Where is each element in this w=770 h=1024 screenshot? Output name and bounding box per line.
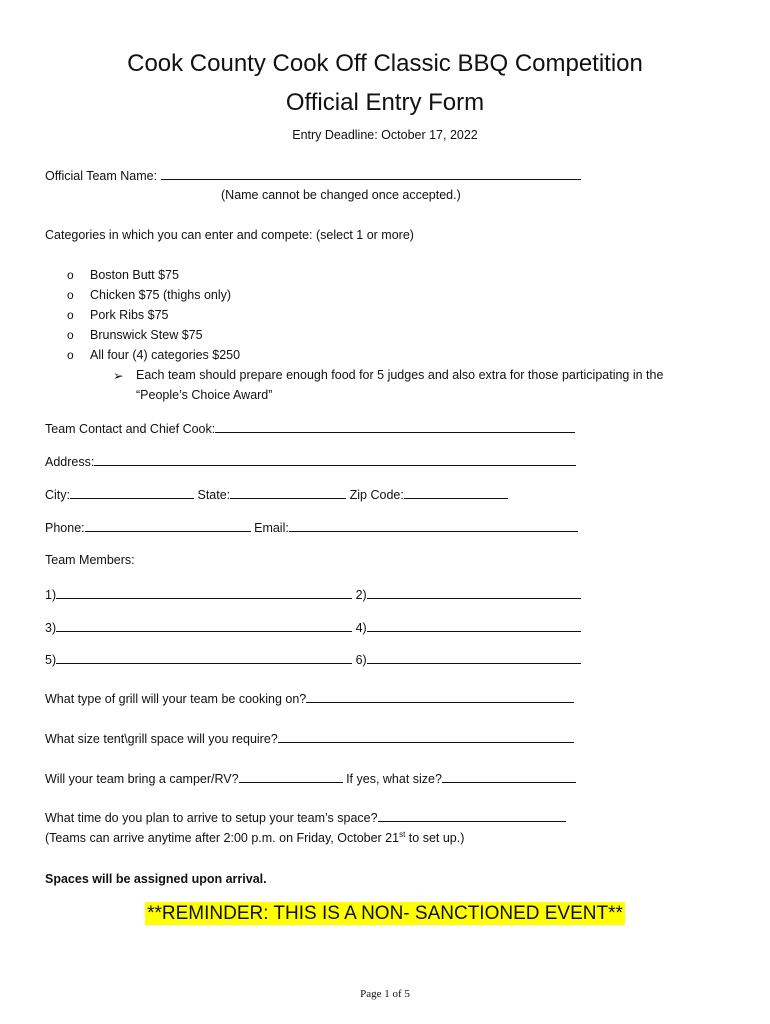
form-title-line1: Cook County Cook Off Classic BBQ Competition (127, 50, 643, 77)
tent-field[interactable] (278, 731, 574, 743)
arrival-note-text: (Teams can arrive anytime after 2:00 p.m. on Friday, October 21 (45, 831, 400, 846)
category-label: Boston Butt $75 (90, 268, 179, 282)
tent-row (45, 731, 574, 746)
member-1-field[interactable] (56, 587, 352, 599)
form-title-line2: Official Entry Form (285, 89, 485, 116)
city-label: City: (45, 488, 70, 502)
member-5-label: 5) (45, 653, 57, 667)
address-field[interactable] (94, 454, 576, 466)
zip-label: Zip Code: (349, 488, 404, 502)
judges-note-line1: Each team should prepare enough food for 5 judges and also extra for those participating in the (136, 368, 664, 382)
bullet-circle-icon: o (67, 308, 74, 322)
team-name-row (45, 168, 581, 183)
member-5-field[interactable] (56, 652, 352, 664)
team-name-label: Official Team Name: (45, 169, 161, 183)
camper-label: Will your team bring a camper/RV? (45, 772, 239, 786)
member-1-label: 1) (45, 588, 57, 602)
category-item[interactable] (67, 288, 232, 302)
tent-label: What size tent\grill space will you require? (45, 732, 278, 746)
state-label: State: (197, 488, 231, 502)
camper-size-field[interactable] (442, 771, 576, 783)
bullet-circle-icon: o (67, 328, 74, 342)
bullet-circle-icon: o (67, 268, 74, 282)
categories-intro: Categories in which you can enter and compete: (select 1 or more) (45, 228, 414, 242)
bullet-circle-icon: o (67, 288, 74, 302)
arrow-bullet-icon: ➢ (113, 369, 124, 383)
city-field[interactable] (70, 487, 194, 499)
member-2-label: 2) (355, 588, 367, 602)
team-members-label: Team Members: (45, 553, 135, 567)
contact-row (45, 421, 575, 436)
arrival-note-end: to set up.) (405, 831, 465, 846)
camper-field[interactable] (239, 771, 343, 783)
address-row (45, 454, 576, 469)
member-row (45, 620, 581, 635)
member-4-label: 4) (355, 621, 367, 635)
contact-field[interactable] (215, 421, 575, 433)
category-item[interactable] (67, 268, 179, 282)
category-item[interactable] (67, 328, 203, 342)
grill-label: What type of grill will your team be cooking on? (45, 692, 307, 706)
member-3-field[interactable] (56, 620, 352, 632)
member-3-label: 3) (45, 621, 57, 635)
category-label: All four (4) categories $250 (90, 348, 241, 362)
bullet-circle-icon: o (67, 348, 74, 362)
grill-row (45, 691, 574, 706)
grill-field[interactable] (306, 691, 574, 703)
arrival-label: What time do you plan to arrive to setup your team’s space? (45, 811, 378, 825)
ordinal-suffix: st (399, 830, 406, 839)
judges-note-line2: “People’s Choice Award” (136, 388, 273, 402)
category-label: Pork Ribs $75 (90, 308, 169, 322)
team-name-field[interactable] (161, 168, 581, 180)
member-6-field[interactable] (367, 652, 581, 664)
phone-field[interactable] (85, 520, 251, 532)
member-6-label: 6) (355, 653, 367, 667)
camper-row (45, 771, 576, 786)
state-field[interactable] (230, 487, 346, 499)
address-label: Address: (45, 455, 95, 469)
phone-label: Phone: (45, 521, 85, 535)
member-2-field[interactable] (367, 587, 581, 599)
arrival-note (45, 830, 464, 845)
category-label: Chicken $75 (thighs only) (90, 288, 232, 302)
spaces-note: Spaces will be assigned upon arrival. (45, 872, 267, 886)
city-state-zip-row (45, 487, 508, 502)
zip-field[interactable] (404, 487, 508, 499)
category-item[interactable] (67, 348, 241, 362)
email-label: Email: (254, 521, 289, 535)
contact-label: Team Contact and Chief Cook: (45, 422, 216, 436)
team-name-note: (Name cannot be changed once accepted.) (221, 188, 461, 202)
camper-size-label: If yes, what size? (346, 772, 442, 786)
phone-email-row (45, 520, 578, 535)
member-row (45, 652, 581, 667)
page-number: Page 1 of 5 (360, 988, 410, 1000)
member-4-field[interactable] (367, 620, 581, 632)
category-label: Brunswick Stew $75 (90, 328, 203, 342)
category-item[interactable] (67, 308, 169, 322)
reminder-banner: **REMINDER: THIS IS A NON- SANCTIONED EVENT** (147, 903, 623, 924)
member-row (45, 587, 581, 602)
arrival-field[interactable] (378, 810, 566, 822)
email-field[interactable] (289, 520, 578, 532)
reminder-wrap (0, 903, 770, 925)
arrival-row (45, 810, 566, 825)
entry-deadline: Entry Deadline: October 17, 2022 (292, 128, 478, 142)
